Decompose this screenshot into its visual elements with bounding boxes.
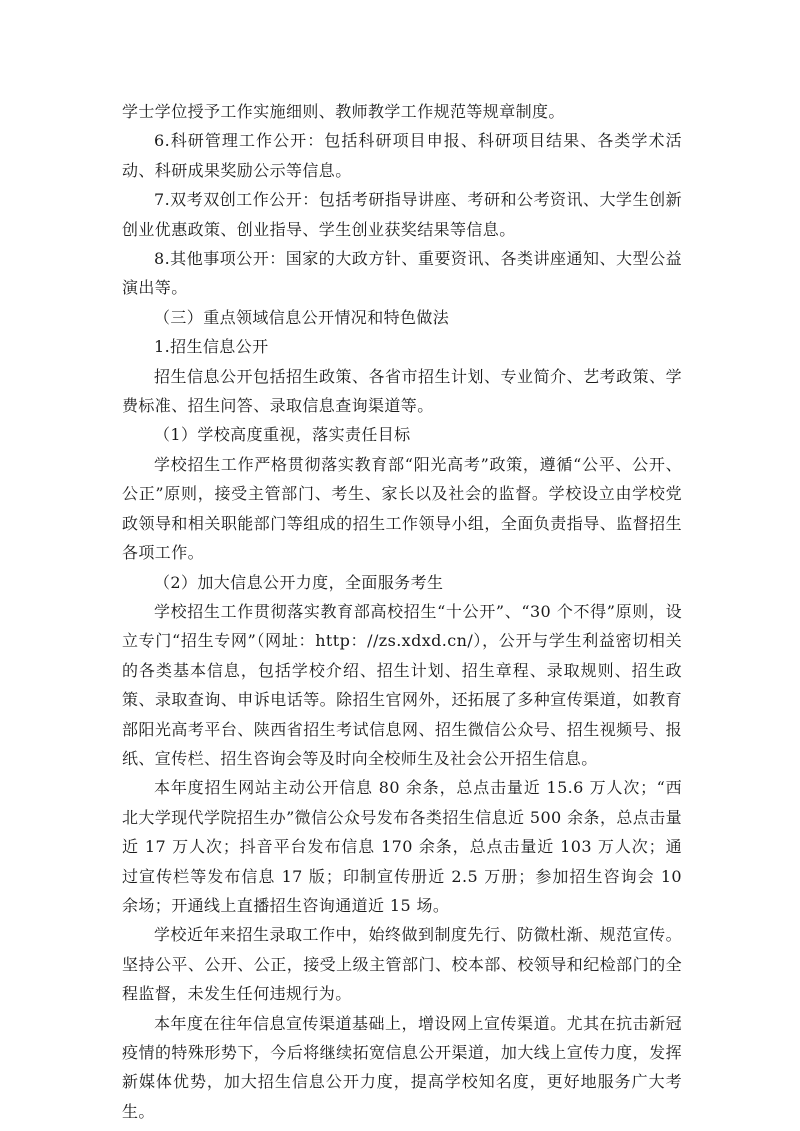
- paragraph-discipline: 学校近年来招生录取工作中，始终做到制度先行、防微杜渐、规范宣传。坚持公平、公开、公正，接受上级主管部门、校本部、校领导和纪检部门的全程监督，未发生任何违规行为。: [122, 925, 682, 1004]
- paragraph-item-7-exams-innovation: 7.双考双创工作公开：包括考研指导讲座、考研和公考资讯、大学生创新创业优惠政策、创业指导、学生创业获奖结果等信息。: [122, 190, 682, 239]
- paragraph-statistics: 本年度招生网站主动公开信息 80 余条，总点击量近 15.6 万人次；“西北大学现代学院招生办”微信公众号发布各类招生信息近 500 余条，总点击量近 17 万人次；抖音平台发布信息 170 余条，总点击量近 103 万人次；通过宣传栏等发布信息 17 版；印制宣传册近 2.5 万册；参加招生咨询会 10 余场；开通线上直播招生咨询通道近 15 场。: [122, 778, 682, 915]
- document-body: [122, 97, 682, 1126]
- paragraph-continuation: 学士学位授予工作实施细则、教师教学工作规范等规章制度。: [122, 102, 565, 121]
- paragraph-point-1-body: 学校招生工作严格贯彻落实教育部“阳光高考”政策，遵循“公平、公开、公正”原则，接受主管部门、考生、家长以及社会的监督。学校设立由学校党政领导和相关职能部门等组成的招生工作领导小组，全面负责指导、监督招生各项工作。: [122, 454, 682, 563]
- paragraph-admission-intro: 招生信息公开包括招生政策、各省市招生计划、专业简介、艺考政策、学费标准、招生问答、录取信息查询渠道等。: [122, 366, 682, 416]
- section-heading-3: （三）重点领域信息公开情况和特色做法: [154, 307, 450, 327]
- subsection-heading-1: 1.招生信息公开: [154, 337, 269, 357]
- point-heading-1: （1）学校高度重视，落实责任目标: [154, 425, 411, 445]
- paragraph-point-2-body: 学校招生工作贯彻落实教育部高校招生“十公开”、“30 个不得”原则，设立专门“招生专网”（网址：http：//zs.xdxd.cn/），公开与学生利益密切相关的各类基本信息，包括学校介绍、招生计划、招生章程、录取规则、招生政策、录取查询、申诉电话等。除招生官网外，还拓展了多种宣传渠道，如教育部阳光高考平台、陕西省招生考试信息网、招生微信公众号、招生视频号、报纸、宣传栏、招生咨询会等及时向全校师生及社会公开招生信息。: [122, 601, 682, 768]
- paragraph-outlook: 本年度在往年信息宣传渠道基础上，增设网上宣传渠道。尤其在抗击新冠疫情的特殊形势下，今后将继续拓宽信息公开渠道，加大线上宣传力度，发挥新媒体优势，加大招生信息公开力度，提高学校知名度，更好地服务广大考生。: [122, 1013, 682, 1121]
- paragraph-item-6-research: 6.科研管理工作公开：包括科研项目申报、科研项目结果、各类学术活动、科研成果奖励公示等信息。: [122, 131, 682, 180]
- point-heading-2: （2）加大信息公开力度，全面服务考生: [154, 572, 444, 592]
- paragraph-item-8-other: 8.其他事项公开：国家的大政方针、重要资讯、各类讲座通知、大型公益演出等。: [122, 249, 682, 298]
